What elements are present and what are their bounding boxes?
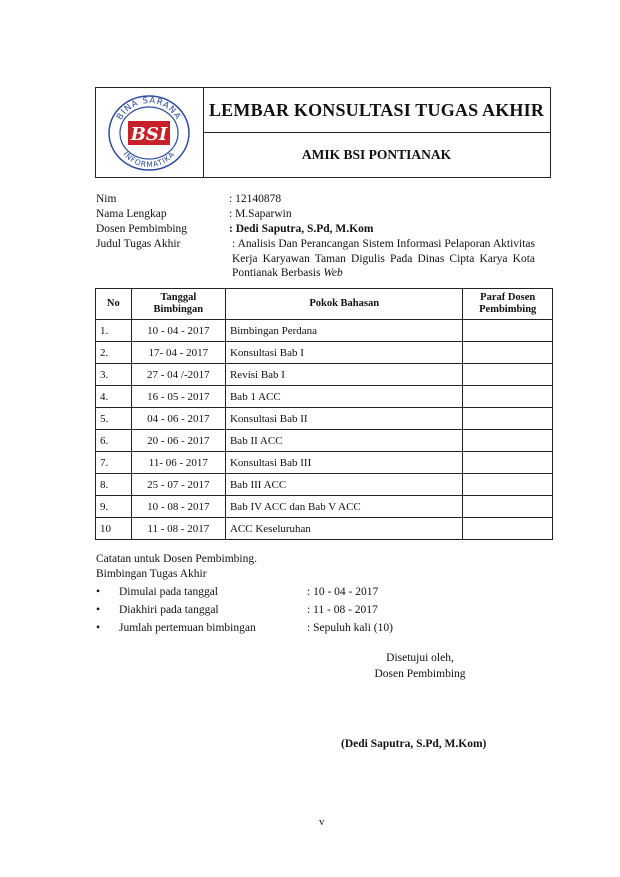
row-date: 25 - 07 - 2017 <box>131 474 225 496</box>
row-date: 11 - 08 - 2017 <box>131 518 225 540</box>
thesis-title-row <box>96 237 536 282</box>
row-topic: Bab II ACC <box>225 430 462 452</box>
bullet-icon: • <box>96 604 101 616</box>
row-no: 5. <box>96 408 132 430</box>
nim-value: : 12140878 <box>229 193 282 205</box>
note-item-count <box>96 621 456 639</box>
header-no: No <box>96 289 132 320</box>
row-signature <box>463 430 553 452</box>
logo-letters: BSI <box>130 124 168 145</box>
header-box <box>95 87 551 178</box>
document-subtitle: AMIK BSI PONTIANAK <box>301 146 452 162</box>
note-item-end <box>96 603 456 621</box>
table-row <box>96 364 553 386</box>
approval-line-1: Disetujui oleh, <box>386 652 454 664</box>
table-header-row <box>96 289 553 320</box>
row-topic: Konsultasi Bab I <box>225 342 462 364</box>
subtitle-cell <box>203 132 550 177</box>
row-signature <box>463 452 553 474</box>
row-no: 6. <box>96 430 132 452</box>
student-info <box>96 192 536 282</box>
table-row <box>96 474 553 496</box>
table-row <box>96 320 553 342</box>
row-topic: Revisi Bab I <box>225 364 462 386</box>
table-row <box>96 430 553 452</box>
logo-top-text: BINA SARANA <box>115 95 183 122</box>
svg-text:BINA SARANA <box>115 96 183 122</box>
nim-label: Nim <box>96 193 117 205</box>
row-no: 1. <box>96 320 132 342</box>
page-number: v <box>319 816 325 828</box>
advisor-value: : Dedi Saputra, S.Pd, M.Kom <box>229 223 374 235</box>
row-no: 3. <box>96 364 132 386</box>
thesis-title-value <box>232 237 535 281</box>
note-value: : Sepuluh kali (10) <box>307 622 393 634</box>
title-cell <box>203 88 550 133</box>
signer-name: (Dedi Saputra, S.Pd, M.Kom) <box>341 738 487 750</box>
row-signature <box>463 342 553 364</box>
row-no: 7. <box>96 452 132 474</box>
name-value: : M.Saparwin <box>229 208 292 220</box>
name-label: Nama Lengkap <box>96 208 167 220</box>
row-no: 4. <box>96 386 132 408</box>
note-value: : 10 - 04 - 2017 <box>307 586 379 598</box>
row-signature <box>463 408 553 430</box>
row-date: 16 - 05 - 2017 <box>131 386 225 408</box>
row-date: 11- 06 - 2017 <box>131 452 225 474</box>
row-topic: Bab 1 ACC <box>225 386 462 408</box>
document-title: LEMBAR KONSULTASI TUGAS AKHIR <box>208 99 545 120</box>
table-row <box>96 496 553 518</box>
note-item-start <box>96 585 456 603</box>
notes-line-1: Catatan untuk Dosen Pembimbing. <box>96 553 257 565</box>
table-row <box>96 386 553 408</box>
row-date: 10 - 08 - 2017 <box>131 496 225 518</box>
logo-bottom-text: INFORMATIKA <box>121 149 177 170</box>
row-signature <box>463 474 553 496</box>
header-topic: Pokok Bahasan <box>225 289 462 320</box>
thesis-title-text: : Analisis Dan Perancangan Sistem Informasi Pelaporan Aktivitas Kerja Karyawan Taman Digulis Pada Dinas Cipta Karya Kota Pontianak Berbasis <box>232 238 535 279</box>
table-row <box>96 452 553 474</box>
advisor-row <box>96 222 536 237</box>
row-date: 04 - 06 - 2017 <box>131 408 225 430</box>
row-date: 17- 04 - 2017 <box>131 342 225 364</box>
row-topic: Bimbingan Perdana <box>225 320 462 342</box>
note-value: : 11 - 08 - 2017 <box>307 604 378 616</box>
note-label: Dimulai pada tanggal <box>119 586 218 598</box>
note-label: Jumlah pertemuan bimbingan <box>119 622 256 634</box>
row-signature <box>463 364 553 386</box>
row-signature <box>463 386 553 408</box>
name-row <box>96 207 536 222</box>
note-label: Diakhiri pada tanggal <box>119 604 219 616</box>
row-topic: Konsultasi Bab II <box>225 408 462 430</box>
bsi-logo <box>106 94 192 172</box>
row-no: 2. <box>96 342 132 364</box>
advisor-label: Dosen Pembimbing <box>96 223 188 235</box>
table-row <box>96 408 553 430</box>
row-date: 10 - 04 - 2017 <box>131 320 225 342</box>
approval-block <box>360 650 480 682</box>
row-no: 8. <box>96 474 132 496</box>
row-no: 10 <box>96 518 132 540</box>
table-row <box>96 518 553 540</box>
row-no: 9. <box>96 496 132 518</box>
thesis-title-label: Judul Tugas Akhir <box>96 238 181 250</box>
row-topic: Bab IV ACC dan Bab V ACC <box>225 496 462 518</box>
row-signature <box>463 518 553 540</box>
nim-row <box>96 192 536 207</box>
advisor-notes <box>96 552 456 639</box>
logo-cell <box>96 88 204 177</box>
approval-line-2: Dosen Pembimbing <box>374 668 466 680</box>
notes-line-2: Bimbingan Tugas Akhir <box>96 568 207 580</box>
row-date: 27 - 04 /-2017 <box>131 364 225 386</box>
row-signature <box>463 320 553 342</box>
row-date: 20 - 06 - 2017 <box>131 430 225 452</box>
header-signature: Paraf Dosen Pembimbing <box>463 289 553 320</box>
header-date: Tanggal Bimbingan <box>131 289 225 320</box>
row-signature <box>463 496 553 518</box>
thesis-title-italic: Web <box>323 267 343 279</box>
row-topic: Bab III ACC <box>225 474 462 496</box>
bullet-icon: • <box>96 622 101 634</box>
row-topic: Konsultasi Bab III <box>225 452 462 474</box>
bullet-icon: • <box>96 586 101 598</box>
table-row <box>96 342 553 364</box>
row-topic: ACC Keseluruhan <box>225 518 462 540</box>
consultation-table <box>95 288 553 540</box>
